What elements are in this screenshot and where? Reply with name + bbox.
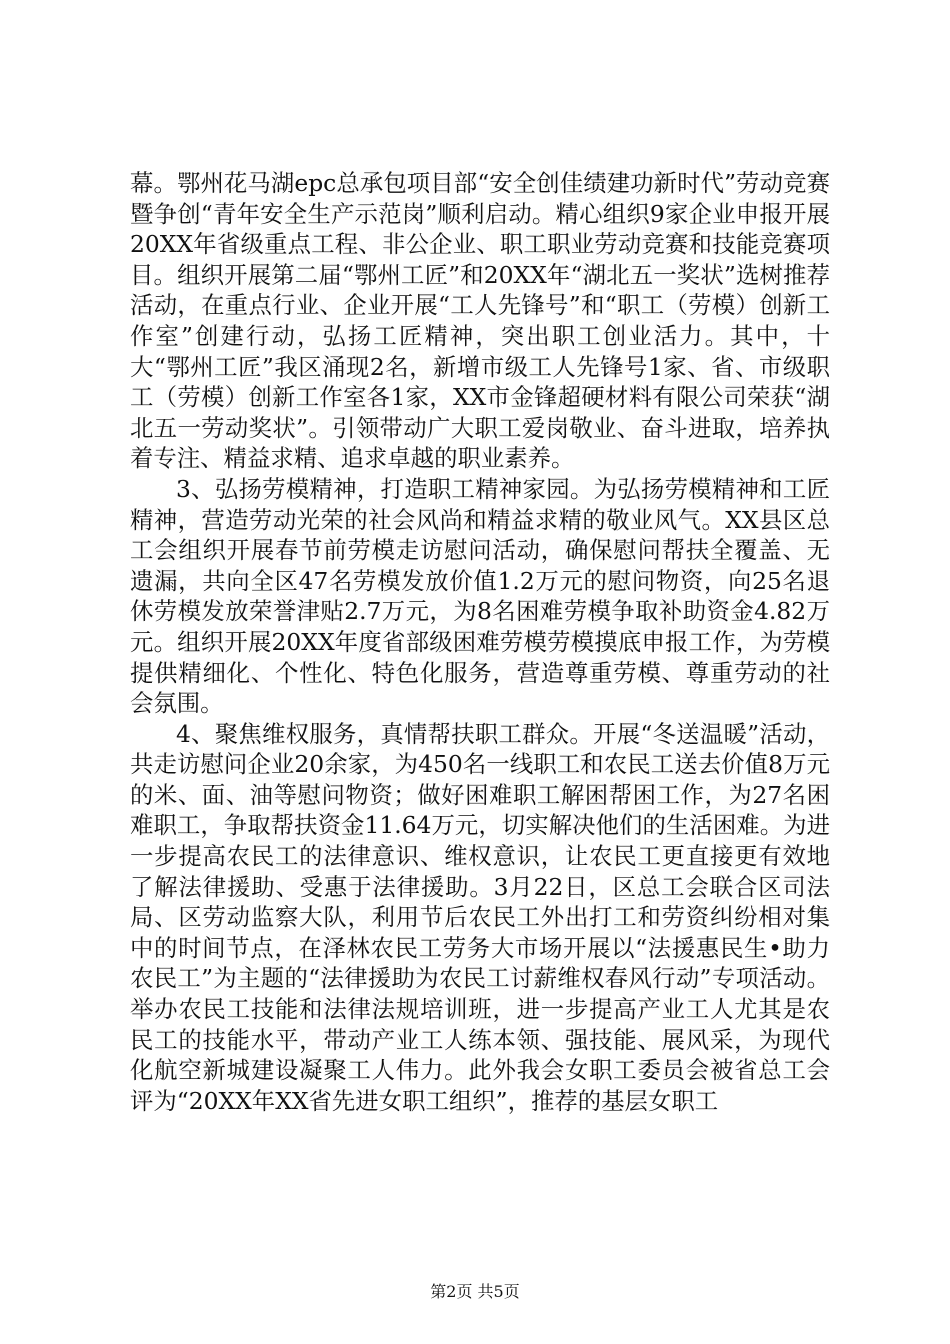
paragraph-model-worker-spirit: 3、弘扬劳模精神，打造职工精神家园。为弘扬劳模精神和工匠精神，营造劳动光荣的社会风尚和精益求精的敬业风气。XX县区总工会组织开展春节前劳模走访慰问活动，确保慰问帮扶全覆盖、无遗漏，共向全区47名劳模发放价值1.2万元的慰问物资，向25名退休劳模发放荣誉津贴2.7万元，为8名困难劳模争取补助资金4.82万元。组织开展20XX年度省部级困难劳模劳模摸底申报工作，为劳模提供精细化、个性化、特色化服务，营造尊重劳模、尊重劳动的社会氛围。 xyxy=(130,474,830,718)
document-body xyxy=(130,168,830,1116)
page-number-footer: 第2页 共5页 xyxy=(430,1282,520,1301)
paragraph-continuation: 幕。鄂州花马湖epc总承包项目部“安全创佳绩建功新时代”劳动竞赛暨争创“青年安全生产示范岗”顺利启动。精心组织9家企业申报开展20XX年省级重点工程、非公企业、职工职业劳动竞赛和技能竞赛项目。组织开展第二届“鄂州工匠”和20XX年“湖北五一奖状”选树推荐活动，在重点行业、企业开展“工人先锋号”和“职工（劳模）创新工作室”创建行动，弘扬工匠精神，突出职工创业活力。其中，十大“鄂州工匠”我区涌现2名，新增市级工人先锋号1家、省、市级职工（劳模）创新工作室各1家，XX市金锋超硬材料有限公司荣获“湖北五一劳动奖状”。引领带动广大职工爱岗敬业、奋斗进取，培养执着专注、精益求精、追求卓越的职业素养。 xyxy=(130,169,830,473)
paragraph-rights-service: 4、聚焦维权服务，真情帮扶职工群众。开展“冬送温暖”活动，共走访慰问企业20余家，为450名一线职工和农民工送去价值8万元的米、面、油等慰问物资；做好困难职工解困帮困工作，为27名困难职工，争取帮扶资金11.64万元，切实解决他们的生活困难。为进一步提高农民工的法律意识、维权意识，让农民工更直接更有效地了解法律援助、受惠于法律援助。3月22日，区总工会联合区司法局、区劳动监察大队，利用节后农民工外出打工和劳资纠纷相对集中的时间节点，在泽林农民工劳务大市场开展以“法援惠民生•助力农民工”为主题的“法律援助为农民工讨薪维权春风行动”专项活动。举办农民工技能和法律法规培训班，进一步提高产业工人尤其是农民工的技能水平，带动产业工人练本领、强技能、展风采，为现代化航空新城建设凝聚工人伟力。此外我会女职工委员会被省总工会评为“20XX年XX省先进女职工组织”，推荐的基层女职工 xyxy=(130,719,830,1115)
